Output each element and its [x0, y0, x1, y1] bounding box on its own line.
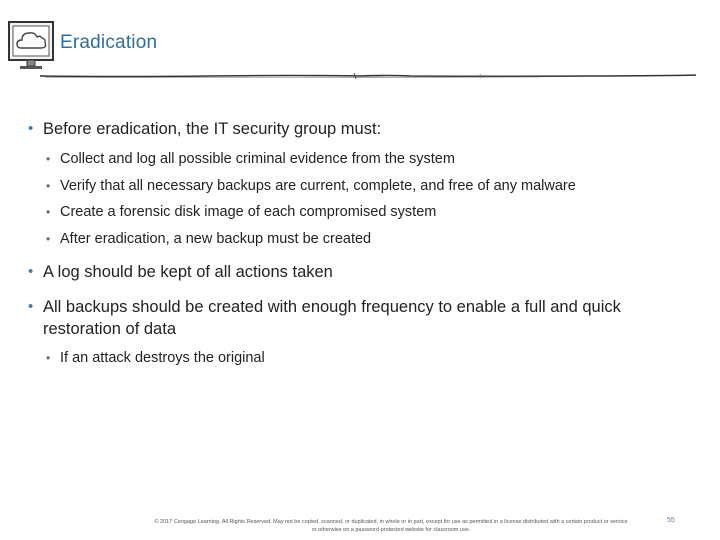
- bullet-text: Before eradication, the IT security group must:: [43, 120, 382, 138]
- page-number: 55: [667, 517, 675, 524]
- bullet-marker: •: [46, 178, 51, 193]
- copyright-footer: [130, 519, 652, 534]
- bullet-marker: •: [28, 120, 34, 137]
- bullet-marker: •: [46, 231, 51, 246]
- bullet-marker: •: [28, 298, 34, 315]
- bullet-item: [28, 296, 698, 340]
- sub-bullet-item: [28, 226, 698, 253]
- bullet-marker: •: [28, 263, 34, 280]
- footer-line: or otherwise on a password-protected website for classroom use.: [311, 526, 471, 533]
- sub-bullet-text: If an attack destroys the original: [60, 350, 265, 366]
- sub-bullet-text: Collect and log all possible criminal evidence from the system: [60, 151, 455, 167]
- sub-bullet-item: [28, 199, 698, 226]
- bullet-item: [28, 261, 698, 283]
- sub-bullet-text: Verify that all necessary backups are current, complete, and free of any malware: [60, 177, 576, 194]
- bullet-text: All backups should be created with enough frequency to enable a full and quick restoration of data: [43, 298, 621, 338]
- sub-bullet-item: [28, 146, 698, 173]
- sub-bullet-item: [28, 173, 698, 200]
- slide-body: [28, 118, 698, 372]
- bullet-item: [28, 118, 698, 140]
- sub-bullet-text: After eradication, a new backup must be created: [60, 230, 372, 247]
- bullet-marker: •: [46, 205, 51, 219]
- sub-bullet-item: [28, 345, 698, 372]
- footer-line: © 2017 Cengage Learning. All Rights Reserved. May not be copied, scanned, or duplicated, in whole or in part, except for use as permitted in a license distributed with a certain product or service: [154, 519, 628, 525]
- bullet-marker: •: [46, 351, 51, 365]
- cloud-monitor-icon: [7, 18, 57, 74]
- bullet-marker: •: [46, 152, 51, 166]
- bullet-text: A log should be kept of all actions taken: [43, 263, 333, 281]
- title-divider: [40, 70, 696, 82]
- sub-bullet-text: Create a forensic disk image of each compromised system: [60, 204, 437, 220]
- slide-title: Eradication: [60, 32, 158, 53]
